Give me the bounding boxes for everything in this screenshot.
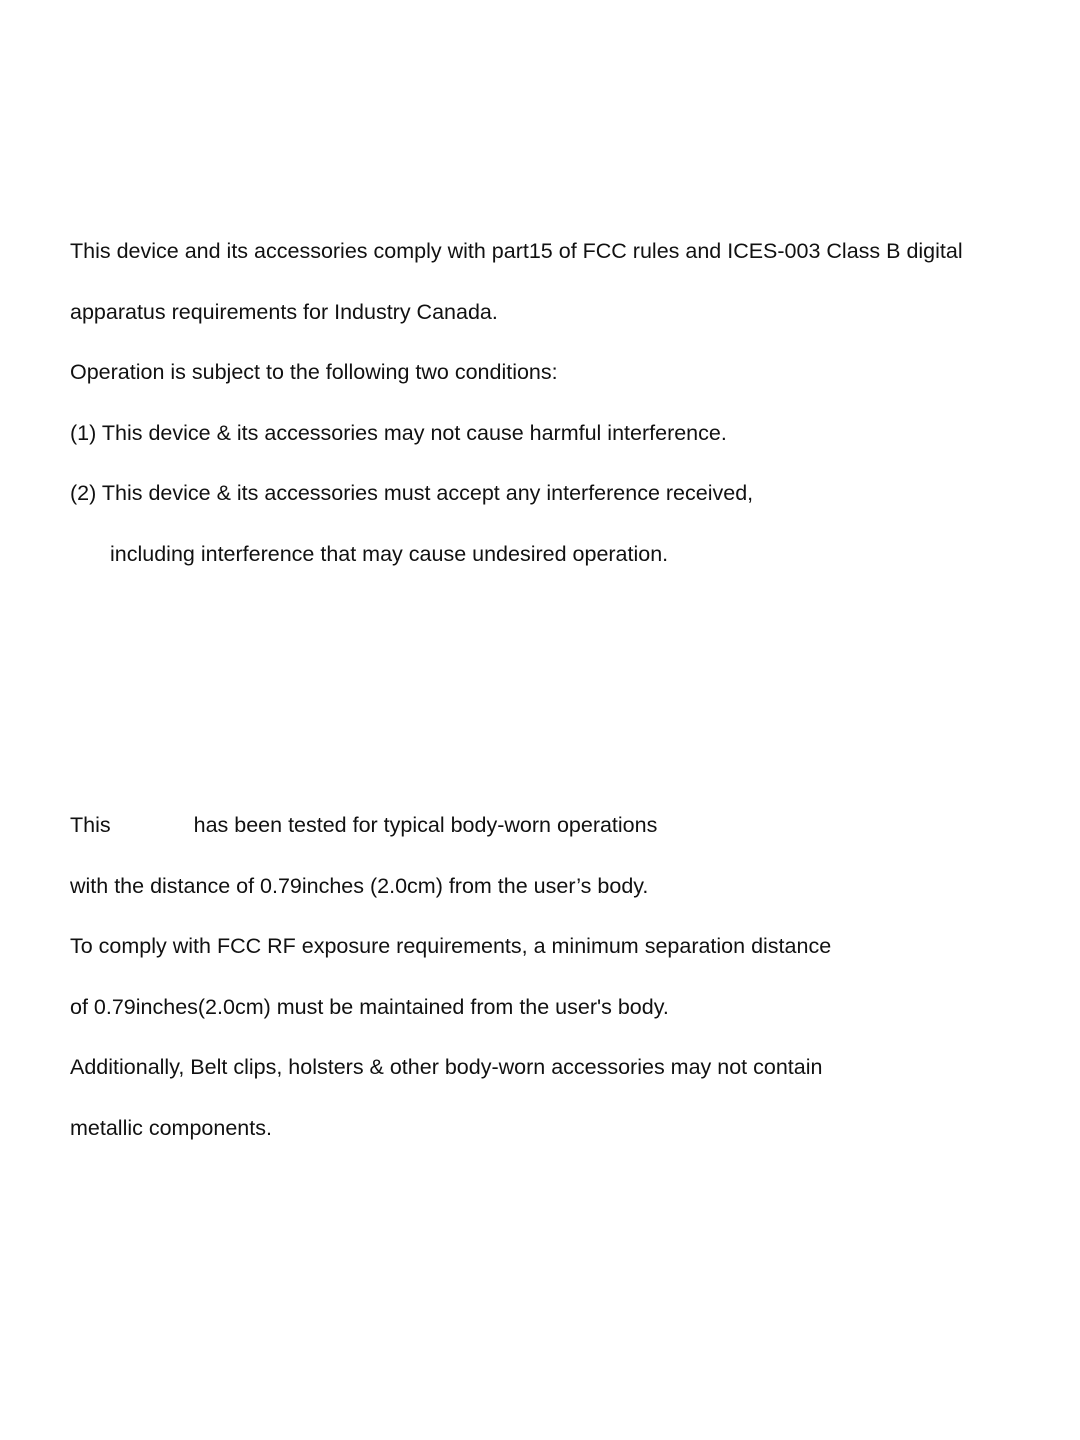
body-worn-test-start: This bbox=[70, 813, 111, 837]
body-worn-test-line bbox=[70, 812, 657, 838]
metallic-components-line: metallic components. bbox=[70, 1116, 272, 1140]
condition-2: (2) This device & its accessories must accept any interference received, bbox=[70, 481, 754, 505]
separation-line: of 0.79inches(2.0cm) must be maintained from the user's body. bbox=[70, 995, 669, 1019]
conditions-intro: Operation is subject to the following two conditions: bbox=[70, 360, 558, 384]
distance-line: with the distance of 0.79inches (2.0cm) from the user’s body. bbox=[70, 874, 649, 898]
accessories-line: Additionally, Belt clips, holsters & other body-worn accessories may not contain bbox=[70, 1055, 823, 1079]
body-worn-test-end: has been tested for typical body-worn operations bbox=[193, 813, 658, 837]
compliance-statement-line-1: This device and its accessories comply with part15 of FCC rules and ICES-003 Class B digital bbox=[70, 239, 963, 263]
rf-requirement-line: To comply with FCC RF exposure requirements, a minimum separation distance bbox=[70, 934, 832, 958]
condition-1: (1) This device & its accessories may not cause harmful interference. bbox=[70, 421, 727, 445]
condition-2-continuation: including interference that may cause undesired operation. bbox=[110, 542, 669, 566]
compliance-statement-line-2: apparatus requirements for Industry Canada. bbox=[70, 300, 498, 324]
